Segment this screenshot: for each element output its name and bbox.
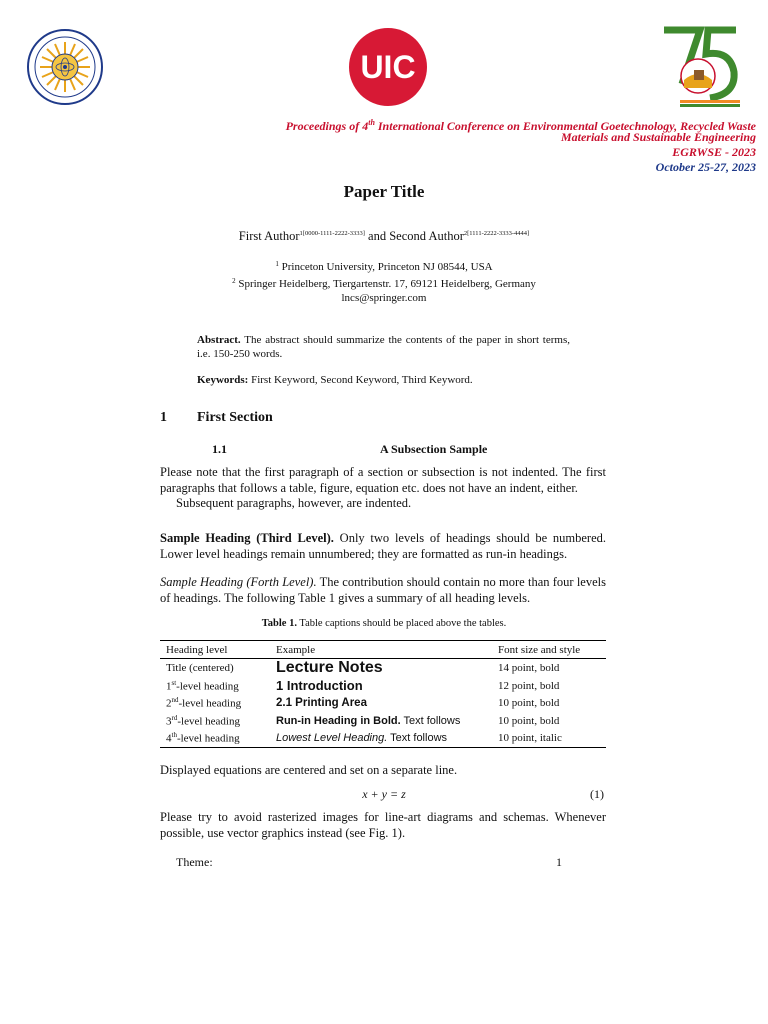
table-cell-style: 10 point, bold [498, 714, 560, 727]
table-caption: Table 1. Table captions should be placed above the tables. [261, 618, 507, 629]
table-cell-style: 14 point, bold [498, 662, 560, 674]
keywords: Keywords: First Keyword, Second Keyword, Third Keyword. [197, 374, 473, 386]
table-cell-example: Lecture Notes [276, 659, 383, 676]
proceedings-title-line2: Materials and Sustainable Engineering [560, 130, 756, 144]
table-cell-style: 10 point, bold [498, 697, 560, 710]
paragraph-first: Please note that the first paragraph of a section or subsection is not indented. The first paragraphs that follows a table, figure, equation etc. does not have an indent, either. [160, 465, 606, 495]
table-cell-style: 10 point, italic [492, 730, 606, 748]
author-line: First Author$^{1[0000-1111-2222-3333]}$ and Second Author$^{2[1111-2222-3333-4444]}$ [238, 229, 530, 243]
proceedings-title-line1: Proceedings of 4th International Conference on Environmental Goetechnology, Recycled Waste [285, 118, 756, 133]
paragraph-third-level: Sample Heading (Third Level). Only two levels of headings should be numbered. Lower level headings remain unnumbered; they are formatted as run-in headings. [160, 531, 607, 561]
table-header-row [160, 641, 606, 659]
paragraph-vector-graphics: Please try to avoid rasterized images for line-art diagrams and schemas. Whenever possible, use vector graphics instead (see Fig. 1). [160, 810, 606, 840]
affiliations: $^1$ Princeton University, Princeton NJ 08544, USA $^2$ Springer Heidelberg, Tiergartenstr. 17, 69121 Heidelberg, Germany lncs@springer.com [0, 257, 768, 305]
table-cell-level: 1st-level heading [166, 678, 239, 693]
table-cell-example: 1 Introduction [276, 678, 363, 694]
institute-seal-logo [26, 28, 104, 106]
paragraph-fourth-level: Sample Heading (Forth Level). The contribution should contain no more than four levels of headings. The following Table 1 gives a summary of all heading levels. [160, 575, 606, 605]
table-header-cell: Heading level [160, 641, 270, 659]
table-cell-example: Lowest Level Heading. Text follows [270, 730, 492, 748]
uic-logo [345, 28, 431, 106]
conference-dates: October 25-27, 2023 [655, 160, 756, 174]
svg-text:UIC: UIC [360, 49, 416, 85]
table-header-cell: Font size and style [492, 641, 606, 659]
table-header-cell: Example [270, 641, 492, 659]
abstract: Abstract. The abstract should summarize the contents of the paper in short terms, i.e. 150-250 words. [197, 334, 570, 360]
table-row [160, 730, 606, 748]
table-cell-level: 3rd-level heading [166, 713, 240, 728]
table-row [160, 695, 606, 713]
equation: x + y = z [362, 787, 406, 801]
table-row [160, 712, 606, 730]
equation-intro: Displayed equations are centered and set on a separate line. [160, 763, 458, 777]
paper-title: Paper Title [343, 182, 425, 201]
table-cell-example: 2.1 Printing Area [276, 697, 367, 710]
table-cell-style: 12 point, bold [498, 679, 560, 692]
anniversary-75-logo [658, 24, 744, 110]
table-cell-level: 2nd-level heading [166, 696, 242, 711]
equation-number: (1) [590, 787, 604, 801]
conference-acronym: EGRWSE - 2023 [672, 145, 756, 159]
footer-theme: Theme: [176, 855, 213, 869]
table-cell-example: Run-in Heading in Bold. Text follows [276, 714, 461, 727]
table-cell-level: 4th-level heading [160, 730, 270, 748]
table-row [160, 659, 606, 678]
heading-levels-table [160, 640, 606, 748]
table-row [160, 677, 606, 695]
section-heading: 1 First Section [160, 410, 273, 425]
paragraph-indented: Subsequent paragraphs, however, are indented. [176, 496, 412, 510]
email: lncs@springer.com [341, 292, 427, 304]
table-cell-level: Title (centered) [166, 662, 234, 674]
page-number: 1 [556, 855, 562, 869]
